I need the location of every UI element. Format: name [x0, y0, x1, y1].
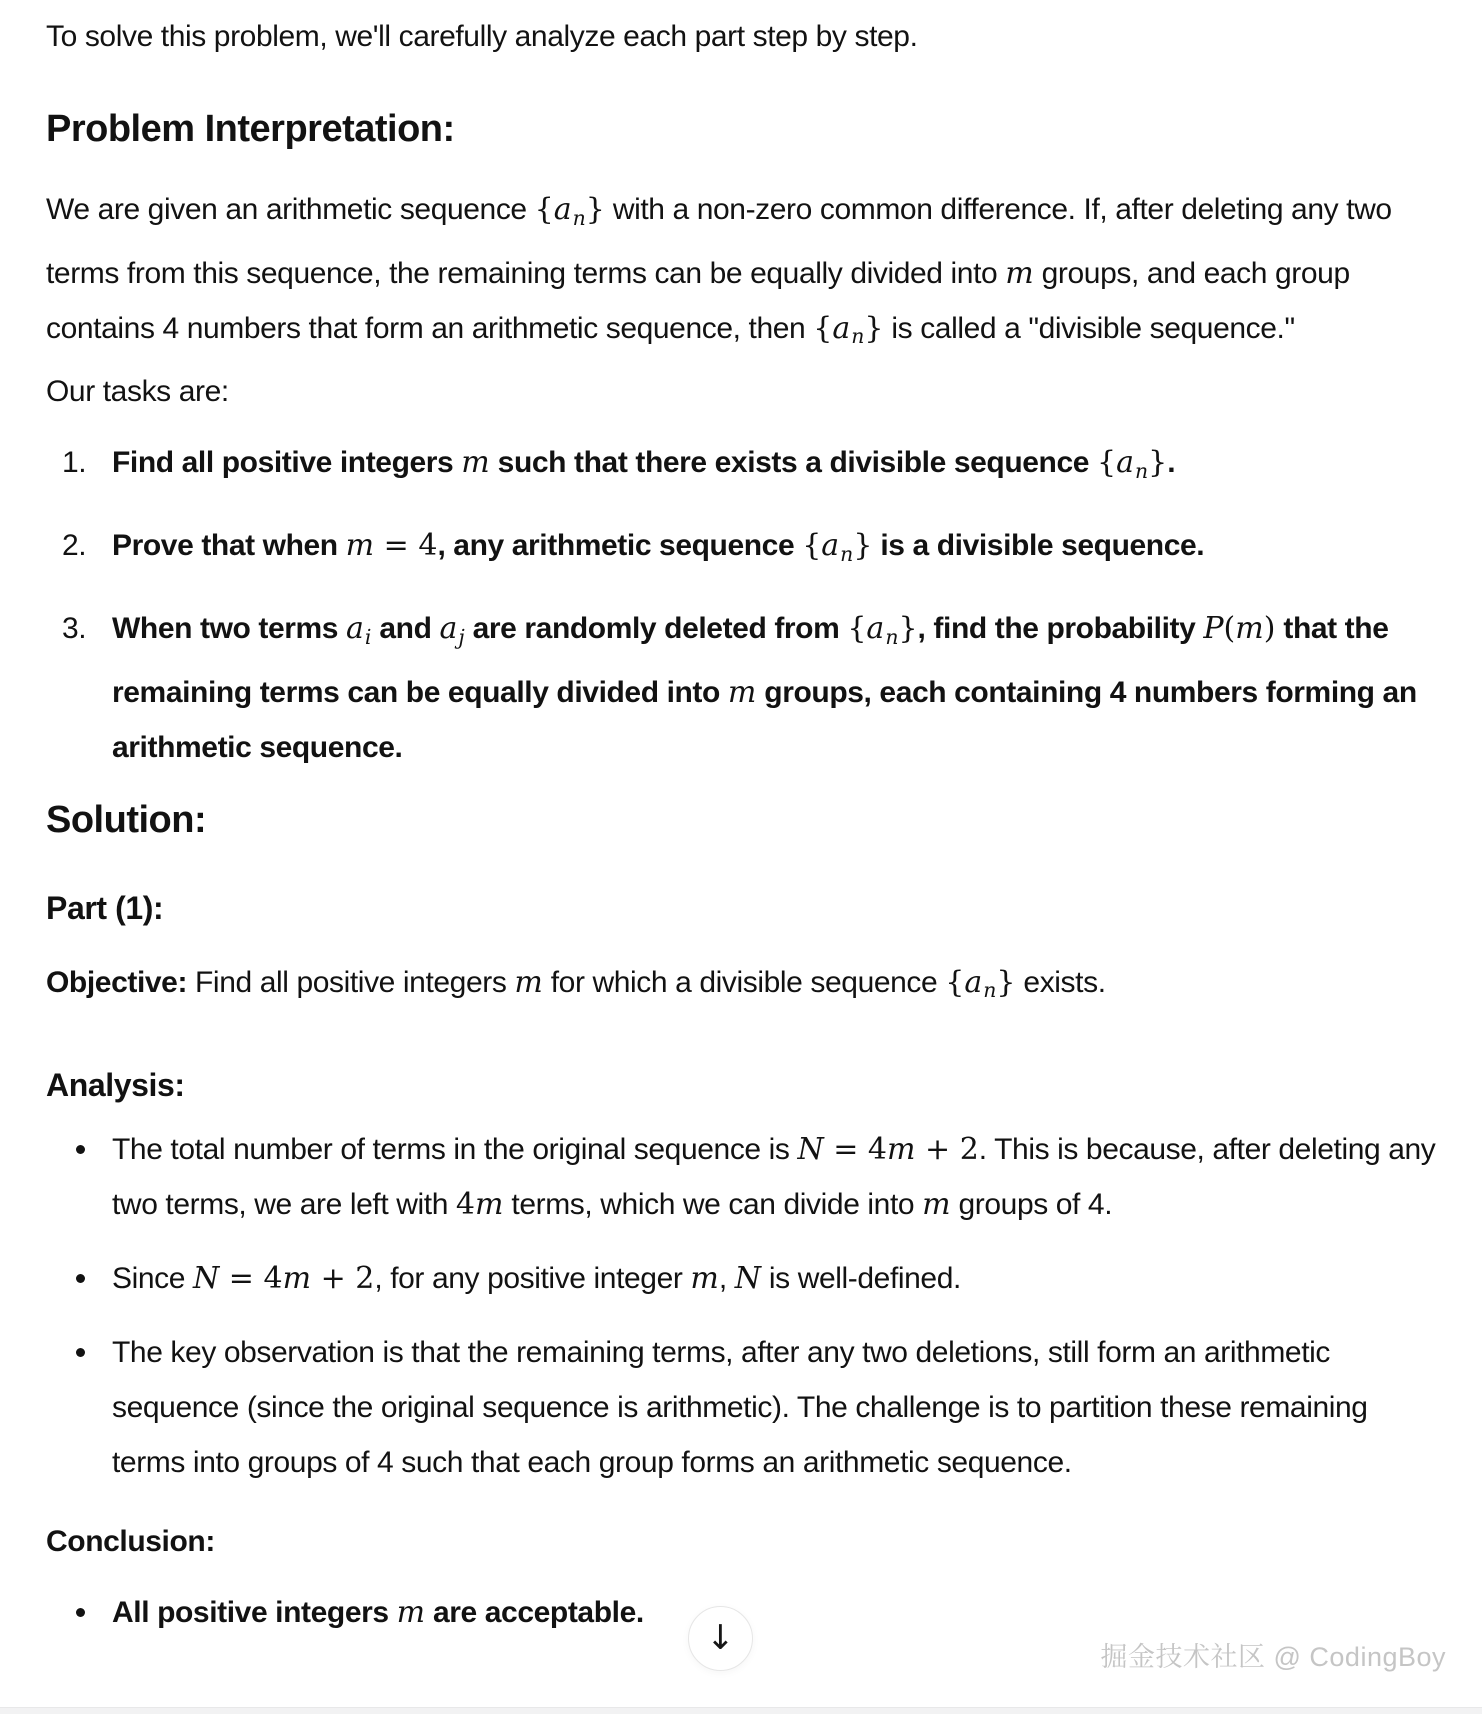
text: terms, which we can divide into: [503, 1188, 923, 1222]
bold-text: When two terms: [112, 611, 347, 645]
math-inline: {an}: [847, 610, 918, 649]
math-inline: m: [396, 1595, 426, 1631]
bold-text: Find all positive integers: [112, 446, 462, 480]
math-inline: aj: [439, 610, 465, 649]
list-item: [112, 435, 1440, 499]
list-item: [112, 1325, 1440, 1490]
conclusion-heading-paragraph: [46, 1514, 1440, 1569]
math-inline: {an}: [802, 528, 873, 566]
math-inline: m: [461, 445, 490, 481]
bold-text: and: [371, 611, 440, 645]
text: The key observation is that the remaining terms, after any two deletions, still form an arithmetic sequence (since the original sequence is arithmetic). The challenge is to partition these remaining terms into groups of 4 such that each group forms an arithmetic sequence.: [112, 1336, 1368, 1480]
math-inline: m = 4: [345, 528, 438, 564]
text: Analysis:: [46, 1067, 185, 1104]
bold-text: Conclusion:: [46, 1525, 215, 1559]
text: is called a "divisible sequence.": [883, 311, 1295, 345]
math-inline: N = 4m + 2: [192, 1261, 375, 1297]
bold-text: are acceptable.: [425, 1596, 644, 1630]
heading-part-1: [46, 887, 1440, 929]
text: Find all positive integers: [187, 965, 515, 999]
math-inline: m: [690, 1261, 719, 1297]
text: with a non-zero common difference. If, after deleting any two terms from this sequence, the remaining terms can be equally divided into: [46, 193, 1392, 290]
bold-text: Objective:: [46, 965, 188, 999]
math-inline: {an}: [945, 964, 1016, 1003]
down-arrow-icon: ↓: [706, 1617, 735, 1658]
math-inline: {an}: [1096, 445, 1168, 484]
text: We are given an arithmetic sequence: [46, 193, 535, 226]
text: is well-defined.: [760, 1262, 961, 1296]
text: exists.: [1015, 965, 1106, 999]
bold-text: groups, each containing 4 numbers forming an arithmetic sequence.: [112, 675, 1417, 764]
math-inline: m: [922, 1187, 951, 1223]
math-inline: P(m): [1203, 610, 1276, 646]
list-item: [112, 1585, 1440, 1640]
math-inline: N: [734, 1261, 761, 1297]
text: ,: [718, 1262, 735, 1296]
problem-statement-paragraph: [46, 182, 1440, 364]
text: Problem Interpretation:: [46, 108, 455, 150]
text: Solution:: [46, 798, 207, 841]
objective-paragraph: [46, 955, 1440, 1019]
text: The total number of terms in the original sequence is: [112, 1133, 798, 1167]
text: for which a divisible sequence: [542, 965, 946, 999]
text: groups of 4.: [950, 1188, 1113, 1222]
math-inline: m: [1005, 255, 1034, 291]
intro-paragraph: [46, 9, 1440, 64]
bold-text: All positive integers: [112, 1596, 397, 1630]
math-inline: 4m: [455, 1187, 504, 1223]
heading-solution: [46, 797, 1440, 843]
math-inline: {an}: [813, 310, 884, 349]
list-item: [112, 601, 1440, 775]
text: , for any positive integer: [374, 1262, 691, 1296]
bold-text: are randomly deleted from: [464, 611, 848, 645]
math-inline: m: [727, 674, 757, 710]
bold-text: , any arithmetic sequence: [437, 529, 803, 563]
tasks-list: [46, 435, 1440, 774]
bold-text: Prove that when: [112, 529, 346, 563]
scroll-to-bottom-button[interactable]: [688, 1606, 753, 1671]
math-inline: ai: [346, 610, 372, 649]
bold-text: such that there exists a divisible sequence: [489, 446, 1097, 480]
list-item: [112, 1251, 1440, 1306]
heading-problem-interpretation: [46, 106, 1440, 152]
bold-text: is a divisible sequence.: [872, 529, 1205, 563]
text: . This is because, after deleting any two terms, we are left with: [112, 1133, 1436, 1222]
text: Part (1):: [46, 889, 164, 926]
math-inline: N = 4m + 2: [797, 1132, 979, 1168]
text: To solve this problem, we'll carefully analyze each part step by step.: [46, 20, 918, 53]
watermark-text: 掘金技术社区 @ CodingBoy: [1100, 1642, 1446, 1672]
math-inline: {an}: [534, 192, 605, 230]
bottom-edge-bar: [0, 1707, 1482, 1714]
text: groups, and each group contains 4 numbers that form an arithmetic sequence, then: [46, 256, 1350, 345]
list-item: [112, 518, 1440, 582]
bold-text: , find the probability: [917, 611, 1204, 645]
heading-analysis: [46, 1064, 1440, 1106]
analysis-list: [46, 1122, 1440, 1490]
list-item: [112, 1122, 1440, 1232]
text: Since: [112, 1262, 193, 1296]
text: Our tasks are:: [46, 375, 229, 409]
bold-text: .: [1167, 446, 1176, 480]
math-inline: m: [514, 964, 543, 1000]
bold-text: that the remaining terms can be equally divided into: [112, 611, 1389, 709]
tasks-intro-paragraph: [46, 364, 1440, 419]
